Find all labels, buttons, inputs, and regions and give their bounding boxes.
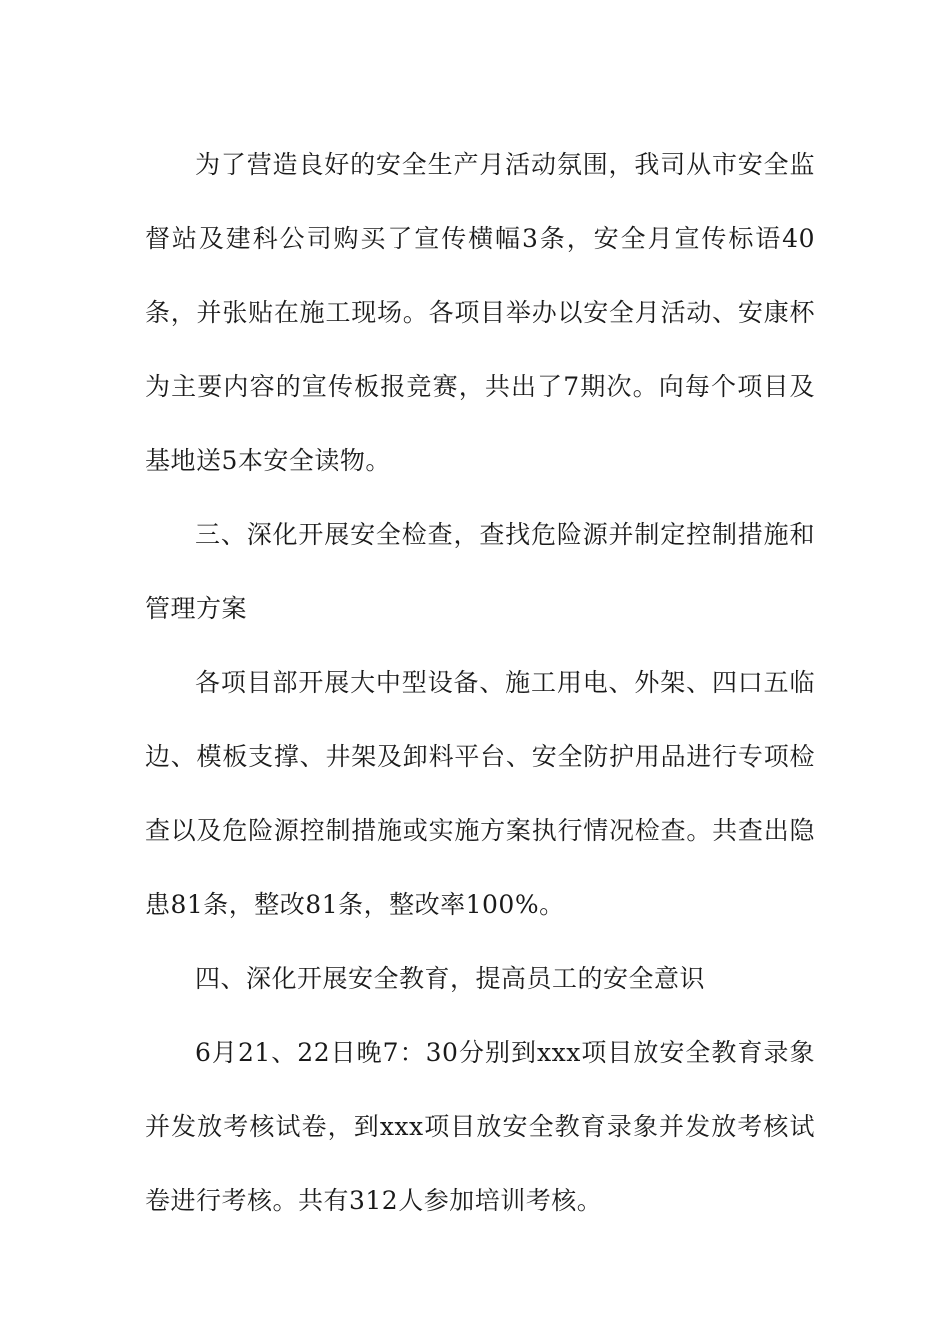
heading-safety-education: 四、深化开展安全教育，提高员工的安全意识 <box>195 964 706 993</box>
paragraph-inspection: 各项目部开展大中型设备、施工用电、外架、四口五临边、模板支撑、井架及卸料平台、安全防护用品进行专项检查以及危险源控制措施或实施方案执行情况检查。共查出隐患81条，整改81条，整改率100%。 <box>145 668 815 919</box>
paragraph-publicity: 为了营造良好的安全生产月活动氛围，我司从市安全监督站及建科公司购买了宣传横幅3条，安全月宣传标语40条，并张贴在施工现场。各项目举办以安全月活动、安康杯为主要内容的宣传板报竞赛，共出了7期次。向每个项目及基地送5本安全读物。 <box>145 150 815 475</box>
document-body <box>145 128 815 1238</box>
paragraph-education: 6月21、22日晚7：30分别到xxx项目放安全教育录象并发放考核试卷，到xxx项目放安全教育录象并发放考核试卷进行考核。共有312人参加培训考核。 <box>145 1038 815 1215</box>
heading-safety-inspection: 三、深化开展安全检查，查找危险源并制定控制措施和管理方案 <box>145 520 815 623</box>
